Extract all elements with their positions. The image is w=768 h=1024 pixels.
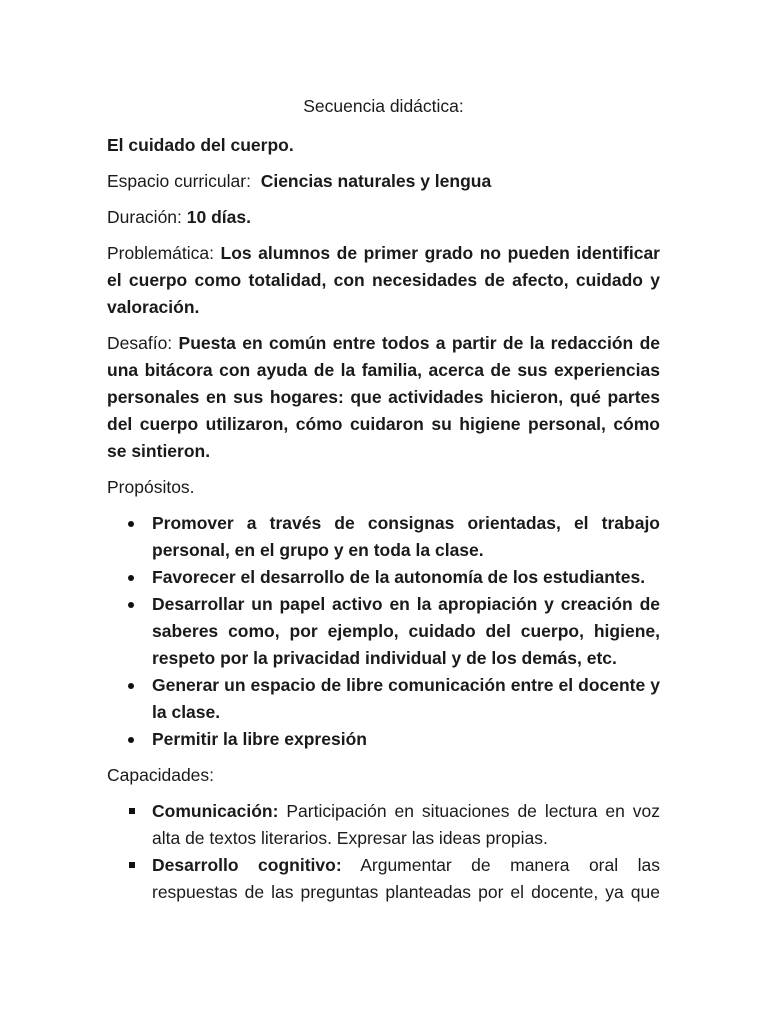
desafio-paragraph — [107, 330, 660, 465]
problematica-text: Los alumnos de primer grado no pueden identificar el cuerpo como totalidad, con necesidades de afecto, cuidado y valoración. — [107, 243, 660, 317]
list-item — [107, 591, 660, 672]
bullet-icon — [128, 737, 134, 743]
espacio-curricular-label: Espacio curricular: — [107, 171, 251, 191]
problematica-label: Problemática: — [107, 243, 214, 263]
espacio-curricular-value: Ciencias naturales y lengua — [260, 171, 492, 191]
espacio-curricular-line — [107, 168, 660, 195]
capacidades-list — [107, 798, 660, 933]
document-page — [107, 93, 660, 933]
capacidad-text: Participación en situaciones de lectura en voz alta de textos literarios. Expresar las ideas propias. — [152, 801, 660, 848]
square-bullet-icon — [129, 862, 135, 868]
bullet-icon — [128, 575, 134, 581]
list-item-text: Generar un espacio de libre comunicación entre el docente y la clase. — [152, 675, 660, 722]
capacidad-text: Argumentar de manera oral las respuestas de las preguntas planteadas por el docente, ya que — [152, 855, 661, 902]
duracion-label: Duración: — [107, 207, 182, 227]
duracion-line — [107, 204, 660, 231]
desafio-label: Desafío: — [107, 333, 173, 353]
list-item-text: Favorecer el desarrollo de la autonomía de los estudiantes. — [152, 567, 646, 587]
document-subtitle: El cuidado del cuerpo. — [107, 135, 294, 155]
propositos-list — [107, 510, 660, 753]
list-item — [107, 726, 660, 753]
duracion-value: 10 días. — [186, 207, 251, 227]
bullet-icon — [128, 521, 134, 527]
square-bullet-icon — [129, 808, 135, 814]
problematica-paragraph — [107, 240, 660, 321]
desafio-text: Puesta en común entre todos a partir de la redacción de una bitácora con ayuda de la familia, acerca de sus experiencias personales en sus hogares: que actividades hicieron, qué partes del cuerpo utilizaron, cómo cuidaron su higiene personal, cómo se sintieron. — [107, 333, 660, 461]
list-item — [107, 510, 660, 564]
propositos-heading: Propósitos. — [107, 477, 195, 497]
list-item — [107, 852, 660, 933]
bullet-icon — [128, 683, 134, 689]
capacidades-heading: Capacidades: — [107, 765, 215, 785]
list-item — [107, 564, 660, 591]
bullet-icon — [128, 602, 134, 608]
list-item-text: Desarrollar un papel activo en la apropiación y creación de saberes como, por ejemplo, cuidado del cuerpo, higiene, respeto por la privacidad individual y de los demás, etc. — [152, 594, 660, 668]
capacidad-label: Desarrollo cognitivo: — [152, 855, 342, 875]
capacidad-label: Comunicación: — [152, 801, 279, 821]
list-item-text: Promover a través de consignas orientadas, el trabajo personal, en el grupo y en toda la clase. — [152, 513, 660, 560]
list-item — [107, 798, 660, 852]
document-title: Secuencia didáctica: — [303, 96, 464, 116]
list-item-text: Permitir la libre expresión — [152, 729, 367, 749]
list-item — [107, 672, 660, 726]
